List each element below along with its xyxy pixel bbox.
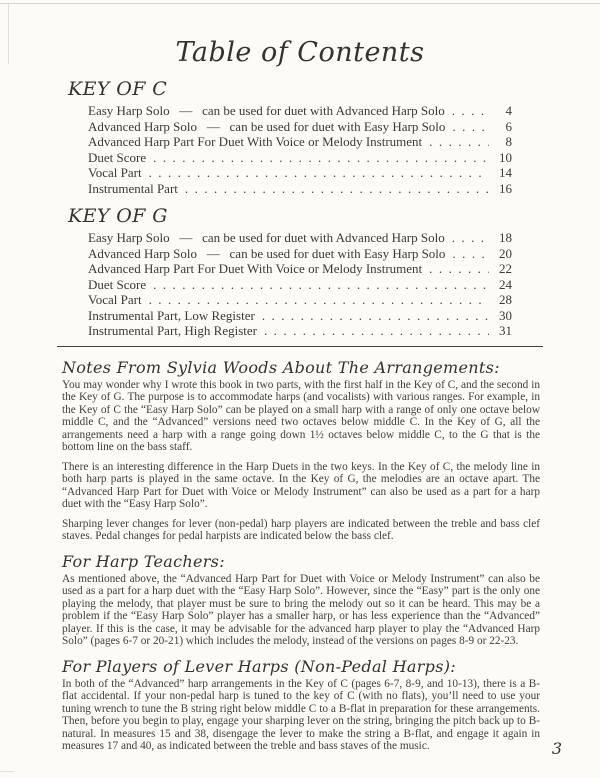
notes-section-arrangements	[62, 358, 540, 543]
toc-entry-page: 22	[499, 261, 512, 276]
dot-leader	[185, 181, 489, 197]
toc-entry-page: 28	[499, 292, 512, 307]
toc-entry	[68, 119, 512, 135]
note-heading: For Players of Lever Harps (Non-Pedal Harps):	[62, 656, 456, 676]
note-paragraph: Sharping lever changes for lever (non-pedal) harp players are indicated between the treble and bass clef staves. Pedal changes for pedal harpists are indicated below the bass clef.	[62, 517, 540, 542]
toc-entry	[68, 230, 512, 246]
dot-leader	[429, 134, 489, 150]
dot-leader	[153, 150, 489, 166]
scan-edge-left	[8, 4, 9, 64]
toc-entry-label: Vocal Part	[88, 165, 142, 180]
toc-entry	[68, 277, 512, 293]
toc-entry-page: 4	[505, 103, 512, 118]
toc-entry-page: 30	[499, 307, 512, 323]
toc-entry-page: 6	[505, 118, 512, 134]
note-paragraph: You may wonder why I wrote this book in two parts, with the first half in the Key of C, and the second in the Key of G. The purpose is to accommodate harps (and vocalists) with various ranges. For example, in the Key of C the “Easy Harp Solo” can be played on a small harp with a range of only one octave below middle C, and the “Advanced” versions need two octaves below middle C. In the Key of G, all the arrangements need a harp with a range going down 1½ octaves below middle C, to the G that is the bottom line on the bass staff.	[62, 378, 540, 453]
page-number: 3	[551, 739, 562, 758]
toc-entry	[68, 134, 512, 150]
dot-leader	[452, 246, 489, 262]
toc-entry-label: Easy Harp Solo — can be used for duet with Advanced Harp Solo	[88, 103, 445, 118]
toc-entry-label: Duet Score	[88, 276, 147, 292]
toc-entry-page: 20	[499, 245, 512, 261]
note-paragraph: There is an interesting difference in the Harp Duets in the two keys. In the Key of C, the melody line in both harp parts is played in the same octave. In the Key of G, the melodies are an octave apart. The “Advanced Harp Part for Duet with Voice or Melody Instrument” can also be used as a part for a harp duet with the “Easy Harp Solo”.	[62, 460, 540, 510]
dot-leader	[149, 292, 489, 308]
dot-leader	[262, 308, 489, 324]
toc-entry-page: 31	[499, 323, 512, 338]
section-divider	[57, 346, 543, 347]
toc-entry-page: 14	[499, 165, 512, 180]
toc-entry	[68, 246, 512, 262]
toc-entry	[68, 323, 512, 339]
toc-entry-page: 10	[499, 149, 512, 165]
dot-leader	[264, 323, 489, 339]
toc-entry-page: 16	[499, 180, 512, 196]
toc-entry-label: Instrumental Part	[88, 180, 178, 196]
toc-entry-page: 24	[499, 276, 512, 292]
toc-entry-label: Advanced Harp Solo — can be used for duet with Easy Harp Solo	[88, 118, 446, 134]
toc-entry-page: 18	[499, 230, 512, 245]
scan-edge-corner	[0, 771, 14, 772]
dot-leader	[452, 119, 489, 135]
key-of-c-heading: KEY OF C	[68, 78, 168, 100]
toc-entry-label: Advanced Harp Solo — can be used for duet with Easy Harp Solo	[88, 245, 446, 261]
toc-entry-label: Instrumental Part, Low Register	[88, 307, 255, 323]
toc-entry	[68, 181, 512, 197]
toc-entry-label: Easy Harp Solo — can be used for duet with Advanced Harp Solo	[88, 230, 445, 245]
notes-section-harp-teachers	[62, 552, 540, 648]
dot-leader	[153, 277, 489, 293]
dot-leader	[452, 230, 489, 246]
dot-leader	[149, 165, 489, 181]
dot-leader	[452, 103, 489, 119]
toc-entry	[68, 308, 512, 324]
toc-entry	[68, 292, 512, 308]
dot-leader	[429, 261, 489, 277]
scan-edge-top	[0, 3, 600, 4]
toc-entry-label: Instrumental Part, High Register	[88, 323, 257, 338]
note-heading: For Harp Teachers:	[62, 551, 225, 571]
note-paragraph: In both of the “Advanced” harp arrangements in the Key of C (pages 6-7, 8-9, and 10-13), there is a B-flat accidental. If your non-pedal harp is tuned to the key of C (with no flats), you’ll need to use your tuning wrench to tune the B string right below middle C to a B-flat in preparation for these arrangements. Then, before you begin to play, engage your sharping lever on the string, bringing the pitch back up to B-natural. In measures 15 and 38, disengage the lever to make the string a B-flat, and engage it again in measures 17 and 40, as indicated between the treble and bass staves of the music.	[62, 677, 540, 752]
note-paragraph: As mentioned above, the “Advanced Harp Part for Duet with Voice or Melody Instrument” can also be used as a part for a harp duet with the “Easy Harp Solo”. However, since the “Easy” part is the only one playing the melody, that player must be sure to bring the melody out so it can be heard. This may be a problem if the “Easy Harp Solo” player has a smaller harp, or has less experience than the “Advanced” player. If this is the case, it may be advisable for the advanced harp player to play the “Advanced Harp Solo” (pages 6-7 or 20-21) which includes the melody, instead of the versions on pages 8-9 or 22-23.	[62, 572, 540, 647]
note-heading: Notes From Sylvia Woods About The Arrangements:	[62, 357, 500, 377]
toc-entry-label: Vocal Part	[88, 292, 142, 307]
page-title: Table of Contents	[175, 37, 425, 68]
toc-entry	[68, 103, 512, 119]
toc-entry	[68, 150, 512, 166]
toc-section-key-of-g	[68, 205, 512, 339]
toc-entry-label: Advanced Harp Part For Duet With Voice or Melody Instrument	[88, 134, 423, 149]
toc-entry-label: Advanced Harp Part For Duet With Voice or Melody Instrument	[88, 261, 423, 276]
toc-entry	[68, 165, 512, 181]
table-of-contents	[68, 78, 512, 339]
toc-entry-page: 8	[505, 134, 512, 149]
toc-entry	[68, 261, 512, 277]
notes-section-lever-harps	[62, 657, 540, 753]
toc-entry-label: Duet Score	[88, 149, 147, 165]
key-of-g-heading: KEY OF G	[68, 205, 168, 227]
notes-area	[62, 358, 540, 753]
toc-section-key-of-c	[68, 78, 512, 196]
